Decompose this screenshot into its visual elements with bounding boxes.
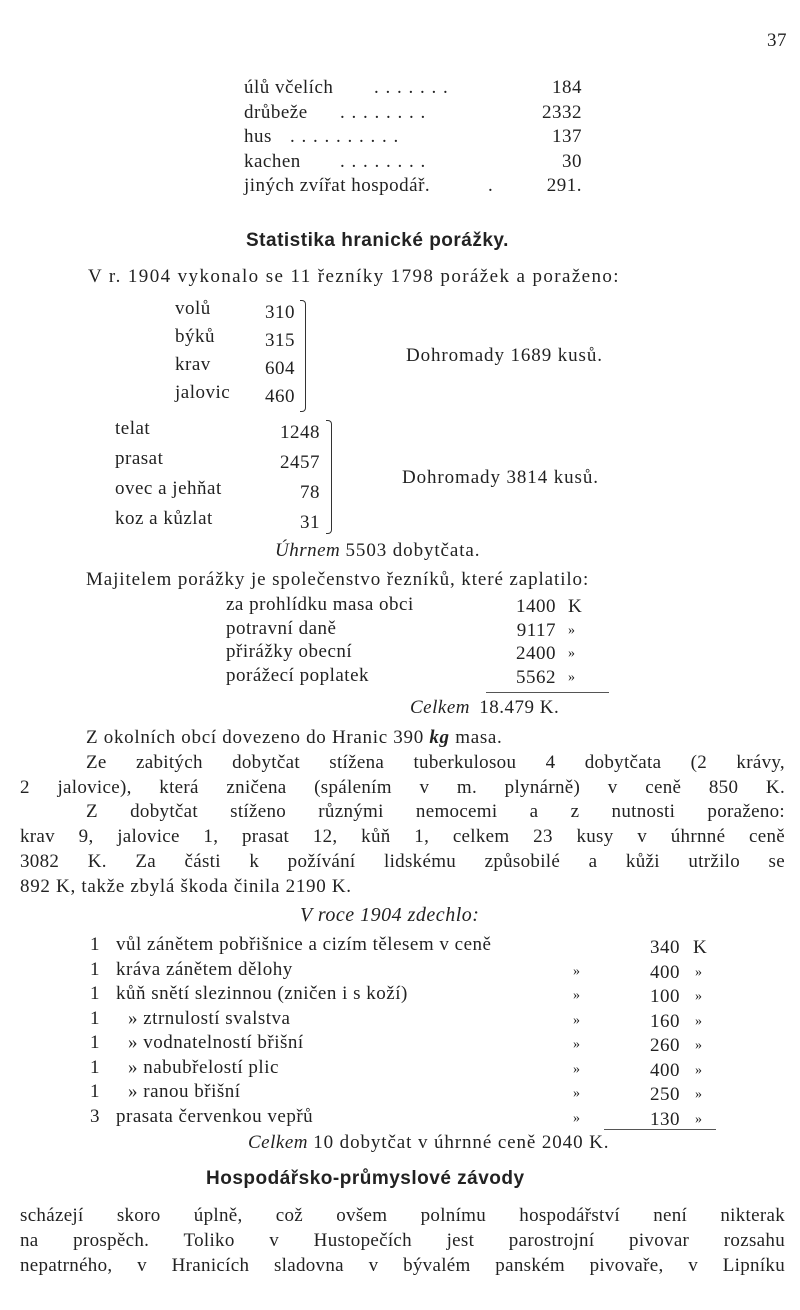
- livestock-label: úlů včelích: [244, 77, 334, 98]
- leader-dots: . . . . . . . .: [340, 101, 427, 123]
- brace-group-other: [326, 420, 332, 534]
- payments-total-line: [410, 697, 559, 719]
- owner-line: Majitelem porážky je společenstvo řezníků, které zaplatilo:: [86, 569, 590, 590]
- death-unit: »: [695, 1013, 703, 1029]
- industry-line-2: na prospěch. Toliko v Hustopečích jest parostrojní pivovar rozsahu: [20, 1230, 785, 1251]
- leader-dots: . . . . . . . . . .: [290, 126, 400, 147]
- industry-line-1: scházejí skoro úplně, což ovšem polnímu hospodářství není nikterak: [20, 1205, 785, 1226]
- death-value: 340: [650, 937, 680, 958]
- industry-line-3: nepatrného, v Hranicích sladovna v bývalém panském pivovaře, v Lipníku: [20, 1255, 785, 1276]
- payments-total-rule: [486, 692, 609, 693]
- death-count: 1: [90, 934, 100, 955]
- slaughter-label: býků: [175, 326, 215, 347]
- slaughter-count: 460: [265, 386, 295, 407]
- import-unit: kg: [429, 727, 450, 748]
- death-unit: »: [695, 1038, 703, 1053]
- disease-line-3: 3082 K. Za části k požívání lidskému způsobilé a kůži utržilo se: [20, 851, 785, 872]
- payment-label: za prohlídku masa obci: [226, 594, 414, 615]
- payment-label: potravní daně: [226, 617, 337, 639]
- leader-dots: .: [488, 175, 494, 196]
- page-number: 37: [767, 30, 787, 51]
- death-ditto: »: [573, 988, 581, 1003]
- death-value: 400: [650, 961, 680, 983]
- death-unit: K: [693, 937, 708, 958]
- death-count: 3: [90, 1105, 100, 1127]
- slaughter-count: 78: [300, 482, 320, 503]
- slaughter-count: 1248: [280, 422, 320, 443]
- section-title-industry: Hospodářsko-průmyslové závody: [206, 1168, 525, 1189]
- livestock-count: 2332: [542, 101, 582, 123]
- payment-unit: »: [568, 669, 576, 685]
- death-unit: »: [695, 1087, 703, 1102]
- slaughter-label: telat: [115, 418, 151, 439]
- livestock-count: 30: [562, 150, 582, 172]
- payment-label: přirážky obecní: [226, 641, 353, 662]
- death-description: kůň snětí slezinnou (zničen i s koží): [116, 983, 408, 1004]
- slaughter-label: jalovic: [175, 382, 231, 403]
- death-count: 1: [90, 958, 100, 980]
- payment-label: porážecí poplatek: [226, 664, 370, 686]
- disease-paragraph: [20, 799, 785, 899]
- death-ditto: »: [573, 963, 581, 979]
- death-unit: »: [695, 964, 703, 980]
- leader-dots: . . . . . . .: [374, 77, 449, 98]
- payment-amount: 9117: [516, 619, 556, 641]
- livestock-label: hus: [244, 126, 272, 147]
- death-ditto: »: [573, 1110, 581, 1126]
- deaths-total-rule: [604, 1129, 716, 1130]
- death-count: 1: [90, 1081, 100, 1102]
- tuberculosis-line-1: Ze zabitých dobytčat stížena tuberkulosou 4 dobytčata (2 krávy,: [86, 752, 785, 773]
- livestock-label: kachen: [244, 150, 301, 172]
- death-description: kráva zánětem dělohy: [116, 958, 293, 980]
- brace-group-cattle: [300, 300, 306, 412]
- payment-amount: 5562: [516, 666, 556, 688]
- death-unit: »: [695, 1062, 703, 1078]
- slaughter-count: 310: [265, 302, 295, 323]
- livestock-label: drůbeže: [244, 101, 308, 123]
- livestock-count: 137: [552, 126, 582, 147]
- slaughter-count: 31: [300, 512, 320, 533]
- deaths-total-value: 10 dobytčat v úhrnné ceně 2040 K.: [313, 1132, 610, 1153]
- death-value: 160: [650, 1010, 680, 1032]
- death-description: prasata červenkou vepřů: [116, 1105, 314, 1127]
- slaughter-label: krav: [175, 354, 211, 375]
- death-count: 1: [90, 1056, 100, 1078]
- import-text-end: masa.: [449, 727, 503, 748]
- industry-paragraph: [20, 1203, 785, 1278]
- slaughter-label: ovec a jehňat: [115, 478, 222, 499]
- death-count: 1: [90, 1007, 100, 1029]
- disease-line-2: krav 9, jalovice 1, prasat 12, kůň 1, celkem 23 kusy v úhrnné ceně: [20, 826, 785, 847]
- death-description: » vodnatelností břišní: [128, 1032, 304, 1053]
- group-cattle-total: Dohromady 1689 kusů.: [406, 345, 603, 366]
- slaughter-label: prasat: [115, 448, 164, 469]
- payments-total-value: 18.479 K.: [479, 697, 560, 718]
- death-description: » ztrnulostí svalstva: [128, 1007, 291, 1029]
- payment-unit: »: [568, 622, 576, 638]
- payment-unit: »: [568, 646, 576, 661]
- death-ditto: »: [573, 1037, 581, 1052]
- payment-unit: K: [568, 596, 583, 617]
- intro-line: V r. 1904 vykonalo se 11 řezníky 1798 porážek a poraženo:: [88, 266, 620, 287]
- death-ditto: »: [573, 1086, 581, 1101]
- livestock-count: 184: [552, 77, 582, 98]
- death-count: 1: [90, 983, 100, 1004]
- death-value: 400: [650, 1059, 680, 1081]
- slaughter-label: volů: [175, 298, 211, 319]
- slaughter-count: 2457: [280, 452, 320, 473]
- death-value: 250: [650, 1084, 680, 1105]
- livestock-label: jiných zvířat hospodář.: [244, 175, 431, 196]
- death-ditto: »: [573, 1061, 581, 1077]
- group-other-total: Dohromady 3814 kusů.: [402, 467, 599, 488]
- payment-amount: 1400: [516, 596, 556, 617]
- disease-line-4: 892 K, takže zbylá škoda činila 2190 K.: [20, 876, 352, 897]
- death-unit: »: [695, 989, 703, 1004]
- import-text-start: Z okolních obcí dovezeno do Hranic 390: [86, 727, 430, 748]
- slaughter-label: koz a kůzlat: [115, 508, 213, 529]
- leader-dots: . . . . . . . .: [340, 150, 427, 172]
- death-description: » ranou břišní: [128, 1081, 241, 1102]
- section-title-slaughterhouse: Statistika hranické porážky.: [246, 230, 509, 251]
- tuberculosis-paragraph: [20, 750, 785, 800]
- grand-total-value: 5503 dobytčata.: [345, 540, 481, 561]
- deaths-total-label: Celkem: [248, 1132, 308, 1153]
- death-ditto: »: [573, 1012, 581, 1028]
- death-unit: »: [695, 1111, 703, 1127]
- death-count: 1: [90, 1032, 100, 1053]
- slaughter-count: 604: [265, 358, 295, 379]
- payments-total-label: Celkem: [410, 697, 470, 718]
- disease-line-1: Z dobytčat stíženo různými nemocemi a z nutnosti poraženo:: [86, 801, 785, 822]
- death-value: 130: [650, 1108, 680, 1130]
- grand-total-line: [275, 540, 480, 562]
- slaughter-count: 315: [265, 330, 295, 351]
- death-description: » nabubřelostí plic: [128, 1056, 279, 1078]
- payment-amount: 2400: [516, 643, 556, 664]
- import-paragraph: [86, 727, 503, 749]
- death-value: 100: [650, 986, 680, 1007]
- grand-total-label: Úhrnem: [275, 540, 341, 561]
- death-value: 260: [650, 1035, 680, 1056]
- livestock-count: 291.: [546, 175, 582, 196]
- death-description: vůl zánětem pobřišnice a cizím tělesem v ceně: [116, 934, 492, 955]
- deaths-total-line: [248, 1132, 609, 1154]
- deaths-title: V roce 1904 zdechlo:: [300, 904, 480, 926]
- tuberculosis-line-2: 2 jalovice), která zničena (spálením v m. plynárně) v ceně 850 K.: [20, 777, 785, 798]
